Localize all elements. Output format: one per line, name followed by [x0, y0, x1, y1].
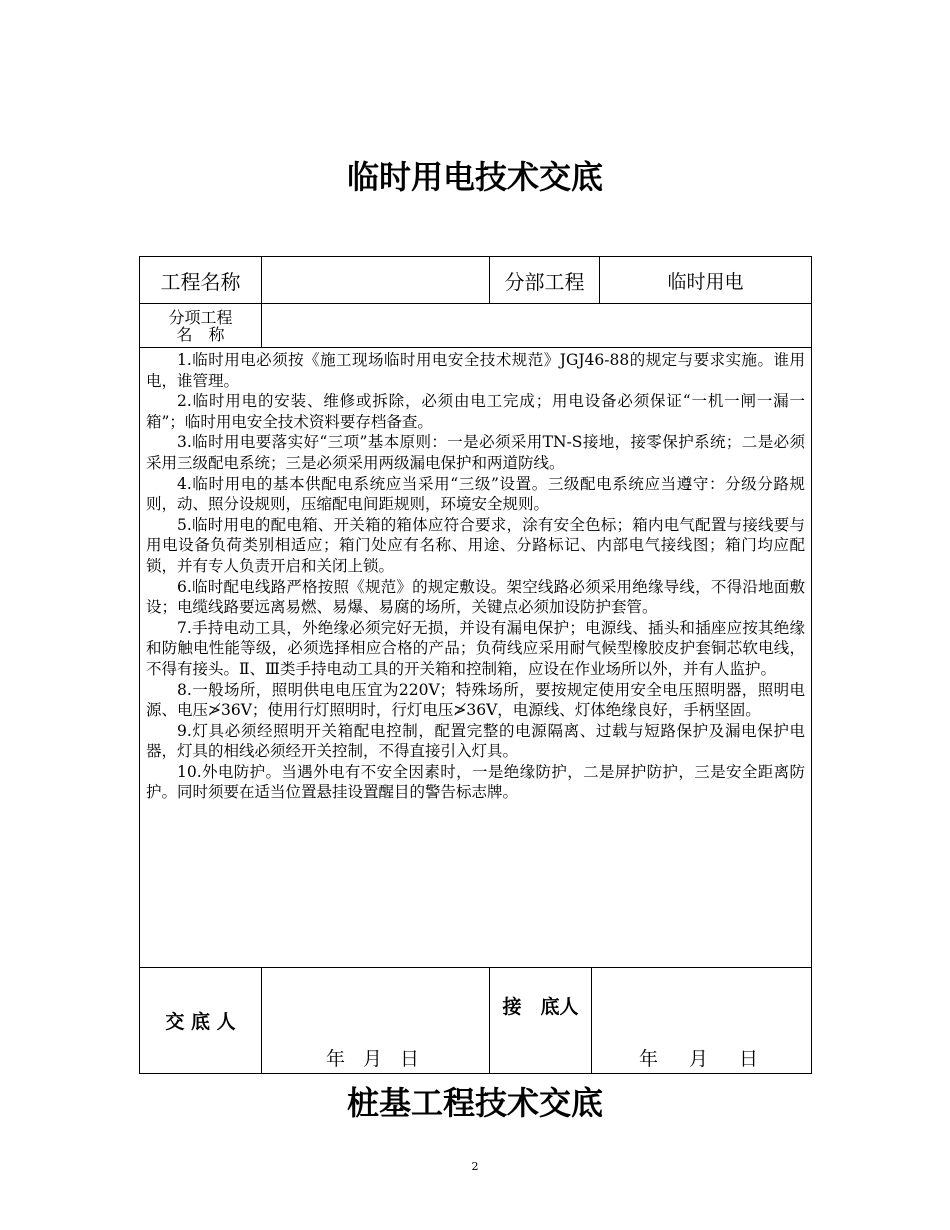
content-item-4: 4.临时用电的基本供配电系统应当采用“三级”设置。三级配电系统应当遵守：分级分路规则，动、照分设规则，压缩配电间距规则，环境安全规则。: [146, 474, 805, 514]
content-item-3: 3.临时用电要落实好“三项”基本原则：一是必须采用TN-S接地，接零保护系统；二是必须采用三级配电系统；三是必须采用两级漏电保护和两道防线。: [146, 433, 805, 472]
content-item-6: 6.临时配电线路严格按照《规范》的规定敷设。架空线路必须采用绝缘导线，不得沿地面敷设；电缆线路要远离易燃、易爆、易腐的场所，关键点必须加设防护套管。: [146, 577, 805, 617]
content-item-2: 2.临时用电的安装、维修或拆除，必须由电工完成；用电设备必须保证“一机一闸一漏一箱”；临时用电安全技术资料要存档备查。: [146, 392, 805, 431]
content-item-10: 10.外电防护。当遇外电有不安全因素时，一是绝缘防护，二是屏护防护，三是安全距离防护。同时须要在适当位置悬挂设置醒目的警告标志牌。: [146, 762, 805, 802]
disclosure-content: [140, 348, 812, 968]
subitem-label-line2: 名 称: [176, 324, 225, 344]
receiver-label: 接 底人: [490, 968, 592, 1074]
subitem-label: [140, 304, 262, 348]
content-item-7: 7.手持电动工具，外绝缘必须完好无损，并设有漏电保护；电源线、插头和插座应按其绝缘和防触电性能等级，必须选择相应合格的产品；负荷线应采用耐气候型橡胶皮护套铜芯软电线，不得有接头。Ⅱ、Ⅲ类手持电动工具的开关箱和控制箱，应设在作业场所以外，并有人监护。: [146, 618, 805, 678]
subitem-label-line1: 分项工程: [168, 307, 233, 327]
discloser-label: 交 底 人: [140, 968, 262, 1074]
page-number: 2: [471, 1160, 479, 1173]
content-item-8: 8.一般场所，照明供电电压宜为220V；特殊场所，要按规定使用安全电压照明器，照明电源、电压≯36V；使用行灯照明时，行灯电压≯36V，电源线、灯体绝缘良好，手柄坚固。: [146, 680, 805, 720]
document-title: 临时用电技术交底: [346, 158, 603, 196]
content-item-9: 9.灯具必须经照明开关箱配电控制，配置完整的电源隔离、过载与短路保护及漏电保护电器，灯具的相线必须经开关控制，不得直接引入灯具。: [146, 721, 805, 761]
disclosure-form-table: [139, 256, 812, 1074]
content-item-1: 1.临时用电必须按《施工现场临时用电安全技术规范》JGJ46-88的规定与要求实施。谁用电，谁管理。: [146, 351, 805, 390]
receiver-signature-field[interactable]: [592, 968, 812, 1074]
project-name-field[interactable]: [262, 257, 490, 304]
division-label: 分部工程: [490, 257, 600, 304]
discloser-date: 年 月 日: [325, 1048, 426, 1070]
content-item-5: 5.临时用电的配电箱、开关箱的箱体应符合要求，涂有安全色标；箱内电气配置与接线要与用电设备负荷类别相适应；箱门处应有名称、用途、分路标记、内部电气接线图；箱门均应配锁，并有专人负责开启和关闭上锁。: [146, 515, 805, 575]
next-section-title: 桩基工程技术交底: [346, 1084, 603, 1122]
subitem-field[interactable]: [262, 304, 812, 348]
project-name-label: 工程名称: [140, 257, 262, 304]
receiver-date: 年 月 日: [638, 1048, 764, 1070]
discloser-signature-field[interactable]: [262, 968, 490, 1074]
division-field[interactable]: 临时用电: [600, 257, 812, 304]
